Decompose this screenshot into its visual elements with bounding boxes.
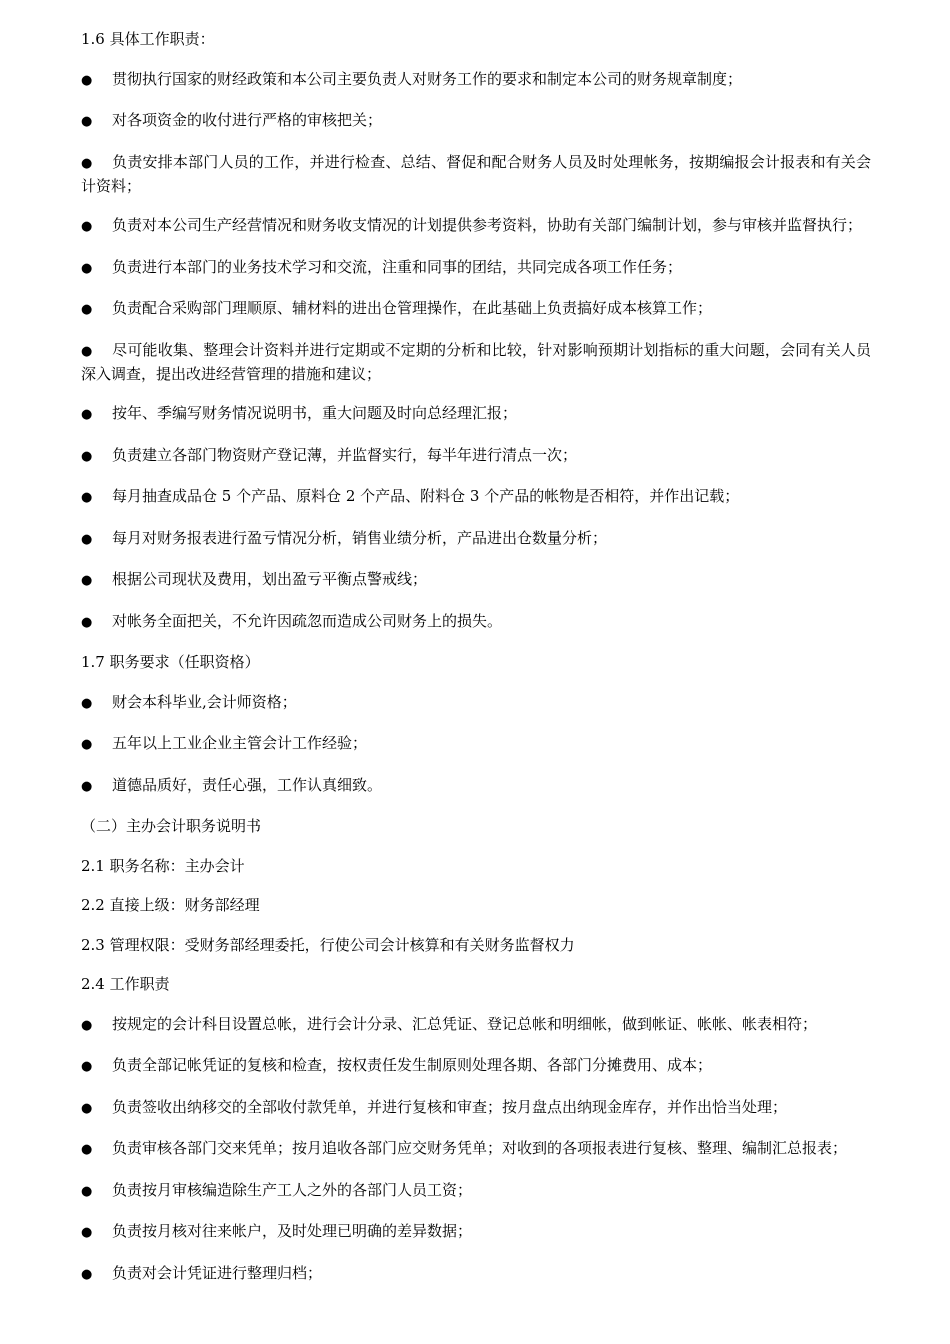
bullet-text: 对各项资金的收付进行严格的审核把关； xyxy=(112,111,383,129)
bullet-text: 按规定的会计科目设置总帐，进行会计分录、汇总凭证、登记总帐和明细帐，做到帐证、帐帐、帐表相符； xyxy=(112,1014,818,1033)
bullet-text: 对帐务全面把关，不允许因疏忽而造成公司财务上的损失。 xyxy=(112,611,503,630)
bullet-icon: ● xyxy=(81,778,93,794)
section-heading-1-6: 1.6 具体工作职责： xyxy=(81,30,215,48)
duties-list-2-4 xyxy=(81,1013,871,1286)
bullet-icon: ● xyxy=(81,573,93,588)
bullet-text: 负责按月核对往来帐户，及时处理已明确的差异数据； xyxy=(112,1222,473,1240)
bullet-text: 贯彻执行国家的财经政策和本公司主要负责人对财务工作的要求和制定本公司的财务规章制度； xyxy=(112,69,743,88)
bullet-icon: ● xyxy=(81,490,93,505)
bullet-icon: ● xyxy=(81,1183,93,1199)
bullet-item xyxy=(81,402,871,426)
bullet-item xyxy=(81,527,871,551)
bullet-item xyxy=(81,214,871,238)
bullet-text: 负责安排本部门人员的工作，并进行检查、总结、督促和配合财务人员及时处理帐务，按期编报会计报表和有关会计资料； xyxy=(81,152,871,195)
requirements-list-1-7 xyxy=(81,691,871,798)
bullet-text: 负责配合采购部门理顺原、辅材料的进出仓管理操作，在此基础上负责搞好成本核算工作； xyxy=(112,299,713,317)
bullet-icon: ● xyxy=(81,614,93,630)
bullet-text: 负责签收出纳移交的全部收付款凭单，并进行复核和审查；按月盘点出纳现金库存，并作出恰当处理； xyxy=(112,1097,788,1116)
duties-list-1-6 xyxy=(81,68,871,634)
bullet-text: 财会本科毕业,会计师资格； xyxy=(112,692,297,711)
bullet-item xyxy=(81,485,871,509)
bullet-item xyxy=(81,568,871,592)
bullet-item xyxy=(81,256,871,280)
bullet-item xyxy=(81,1220,871,1244)
bullet-icon: ● xyxy=(81,1225,93,1240)
bullet-text: 每月抽查成品仓 5 个产品、原料仓 2 个产品、附料仓 3 个产品的帐物是否相符，并作出记载； xyxy=(112,487,740,505)
bullet-icon: ● xyxy=(81,72,93,88)
bullet-item xyxy=(81,151,871,197)
duties-heading-2-4: 2.4 工作职责 xyxy=(81,975,170,993)
bullet-text: 每月对财务报表进行盈亏情况分析，销售业绩分析，产品进出仓数量分析； xyxy=(112,528,608,547)
bullet-icon: ● xyxy=(81,407,93,422)
document-page xyxy=(81,28,871,1303)
bullet-icon: ● xyxy=(81,219,93,234)
bullet-item xyxy=(81,1054,871,1078)
bullet-icon: ● xyxy=(81,737,93,752)
bullet-icon: ● xyxy=(81,695,93,711)
superior-line: 2.2 直接上级：财务部经理 xyxy=(81,896,260,914)
bullet-text: 负责进行本部门的业务技术学习和交流，注重和同事的团结，共同完成各项工作任务； xyxy=(112,257,683,276)
bullet-icon: ● xyxy=(81,1017,93,1033)
bullet-item xyxy=(81,774,871,798)
bullet-item xyxy=(81,732,871,756)
bullet-text: 负责按月审核编造除生产工人之外的各部门人员工资； xyxy=(112,1180,473,1199)
bullet-text: 负责对会计凭证进行整理归档； xyxy=(112,1263,323,1282)
bullet-item xyxy=(81,297,871,321)
bullet-text: 负责对本公司生产经营情况和财务收支情况的计划提供参考资料，协助有关部门编制计划，参与审核并监督执行； xyxy=(112,216,863,234)
bullet-icon: ● xyxy=(81,302,93,317)
bullet-item xyxy=(81,1096,871,1120)
bullet-text: 尽可能收集、整理会计资料并进行定期或不定期的分析和比较，针对影响预期计划指标的重大问题，会同有关人员深入调查，提出改进经营管理的措施和建议； xyxy=(81,340,871,383)
authority-line: 2.3 管理权限：受财务部经理委托，行使公司会计核算和有关财务监督权力 xyxy=(81,935,575,954)
bullet-item xyxy=(81,691,871,715)
bullet-text: 道德品质好，责任心强，工作认真细致。 xyxy=(112,775,383,794)
bullet-item xyxy=(81,68,871,92)
bullet-icon: ● xyxy=(81,343,93,359)
bullet-icon: ● xyxy=(81,448,93,464)
bullet-icon: ● xyxy=(81,155,93,171)
bullet-item xyxy=(81,339,871,385)
bullet-icon: ● xyxy=(81,1142,93,1157)
section-heading-2: （二）主办会计职务说明书 xyxy=(81,817,262,835)
bullet-text: 根据公司现状及费用，划出盈亏平衡点警戒线； xyxy=(112,570,428,588)
bullet-text: 负责建立各部门物资财产登记薄，并监督实行，每半年进行清点一次； xyxy=(112,445,578,464)
bullet-item xyxy=(81,1179,871,1203)
bullet-item xyxy=(81,109,871,133)
bullet-icon: ● xyxy=(81,1100,93,1116)
bullet-item xyxy=(81,444,871,468)
bullet-item xyxy=(81,610,871,634)
bullet-icon: ● xyxy=(81,114,93,129)
bullet-item xyxy=(81,1137,871,1161)
bullet-text: 按年、季编写财务情况说明书，重大问题及时向总经理汇报； xyxy=(112,404,518,422)
bullet-icon: ● xyxy=(81,260,93,276)
bullet-icon: ● xyxy=(81,531,93,547)
bullet-item xyxy=(81,1262,871,1286)
section-heading-1-7: 1.7 职务要求（任职资格） xyxy=(81,653,260,671)
bullet-item xyxy=(81,1013,871,1037)
bullet-text: 负责全部记帐凭证的复核和检查，按权责任发生制原则处理各期、各部门分摊费用、成本； xyxy=(112,1056,713,1074)
bullet-text: 五年以上工业企业主管会计工作经验； xyxy=(112,734,368,752)
job-title-line: 2.1 职务名称：主办会计 xyxy=(81,856,245,875)
bullet-text: 负责审核各部门交来凭单；按月追收各部门应交财务凭单；对收到的各项报表进行复核、整理、编制汇总报表； xyxy=(112,1139,848,1157)
bullet-icon: ● xyxy=(81,1266,93,1282)
bullet-icon: ● xyxy=(81,1059,93,1074)
